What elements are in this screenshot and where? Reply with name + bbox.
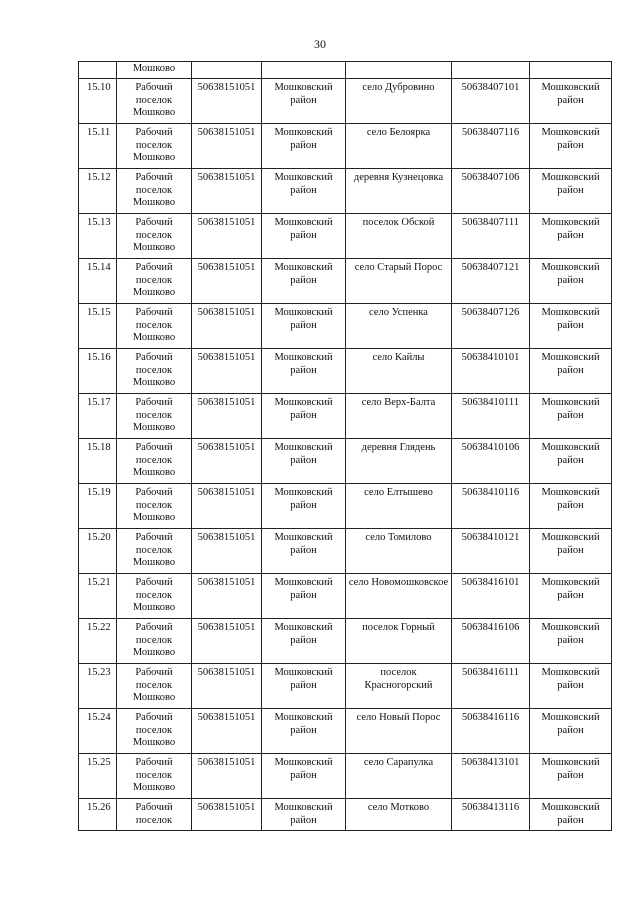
cell-district: Мошковский район — [262, 304, 346, 349]
cell-locality-code: 50638416111 — [452, 664, 530, 709]
cell-district: Мошковский район — [262, 439, 346, 484]
cell-district: Мошковский район — [262, 799, 346, 831]
cell-locality-code: 50638407101 — [452, 79, 530, 124]
table-row — [79, 79, 612, 124]
cell-oktmo: 50638151051 — [192, 709, 262, 754]
table-row — [79, 259, 612, 304]
cell-locality: село Мотково — [346, 799, 452, 831]
cell-settlement: Рабочий поселок Мошково — [117, 124, 192, 169]
cell-number: 15.20 — [79, 529, 117, 574]
cell-locality-district: Мошковский район — [530, 214, 612, 259]
cell-oktmo: 50638151051 — [192, 799, 262, 831]
cell-settlement: Рабочий поселок Мошково — [117, 709, 192, 754]
cell-settlement: Рабочий поселок Мошково — [117, 394, 192, 439]
cell-settlement: Рабочий поселок Мошково — [117, 304, 192, 349]
cell-locality-code: 50638410106 — [452, 439, 530, 484]
table-row-continuation — [79, 62, 612, 79]
cell-number: 15.17 — [79, 394, 117, 439]
cell-oktmo: 50638151051 — [192, 394, 262, 439]
cell-district: Мошковский район — [262, 124, 346, 169]
cell-locality-district: Мошковский район — [530, 529, 612, 574]
cell-district: Мошковский район — [262, 79, 346, 124]
cell-district: Мошковский район — [262, 484, 346, 529]
table-row — [79, 349, 612, 394]
table-row — [79, 439, 612, 484]
cell-oktmo: 50638151051 — [192, 259, 262, 304]
cell-locality: село Дубровино — [346, 79, 452, 124]
cell-oktmo — [192, 62, 262, 79]
table-row — [79, 574, 612, 619]
cell-settlement: Рабочий поселок Мошково — [117, 754, 192, 799]
cell-district: Мошковский район — [262, 754, 346, 799]
cell-district: Мошковский район — [262, 214, 346, 259]
cell-locality-code: 50638416101 — [452, 574, 530, 619]
cell-district: Мошковский район — [262, 349, 346, 394]
cell-locality: село Сарапулка — [346, 754, 452, 799]
cell-locality-code: 50638407111 — [452, 214, 530, 259]
cell-locality-district: Мошковский район — [530, 304, 612, 349]
cell-locality-district: Мошковский район — [530, 709, 612, 754]
cell-locality: село Успенка — [346, 304, 452, 349]
cell-number: 15.23 — [79, 664, 117, 709]
cell-oktmo: 50638151051 — [192, 124, 262, 169]
cell-settlement: Рабочий поселок Мошково — [117, 529, 192, 574]
cell-locality-district — [530, 62, 612, 79]
cell-number: 15.18 — [79, 439, 117, 484]
table-row — [79, 394, 612, 439]
cell-locality-district: Мошковский район — [530, 754, 612, 799]
table-row — [79, 529, 612, 574]
cell-settlement: Мошково — [117, 62, 192, 79]
cell-locality-district: Мошковский район — [530, 394, 612, 439]
cell-locality-code: 50638410111 — [452, 394, 530, 439]
cell-oktmo: 50638151051 — [192, 754, 262, 799]
cell-number: 15.14 — [79, 259, 117, 304]
cell-oktmo: 50638151051 — [192, 79, 262, 124]
cell-settlement: Рабочий поселок Мошково — [117, 214, 192, 259]
cell-number: 15.21 — [79, 574, 117, 619]
table-row — [79, 799, 612, 831]
cell-locality-district: Мошковский район — [530, 349, 612, 394]
cell-number: 15.13 — [79, 214, 117, 259]
table-row — [79, 619, 612, 664]
cell-settlement: Рабочий поселок Мошково — [117, 349, 192, 394]
cell-settlement: Рабочий поселок Мошково — [117, 619, 192, 664]
cell-locality: село Новый Порос — [346, 709, 452, 754]
cell-settlement: Рабочий поселок Мошково — [117, 664, 192, 709]
table-row — [79, 484, 612, 529]
cell-settlement: Рабочий поселок Мошково — [117, 484, 192, 529]
cell-oktmo: 50638151051 — [192, 349, 262, 394]
cell-oktmo: 50638151051 — [192, 664, 262, 709]
cell-locality-code: 50638407116 — [452, 124, 530, 169]
cell-locality-district: Мошковский район — [530, 484, 612, 529]
cell-locality-code: 50638416106 — [452, 619, 530, 664]
cell-district: Мошковский район — [262, 529, 346, 574]
cell-locality: деревня Глядень — [346, 439, 452, 484]
cell-locality-district: Мошковский район — [530, 619, 612, 664]
cell-locality: поселок Обской — [346, 214, 452, 259]
cell-oktmo: 50638151051 — [192, 529, 262, 574]
table-row — [79, 169, 612, 214]
cell-locality: поселок Горный — [346, 619, 452, 664]
cell-district: Мошковский район — [262, 709, 346, 754]
cell-locality: село Кайлы — [346, 349, 452, 394]
table-row — [79, 709, 612, 754]
cell-locality — [346, 62, 452, 79]
cell-locality-code: 50638407126 — [452, 304, 530, 349]
cell-district: Мошковский район — [262, 259, 346, 304]
cell-locality-code: 50638410116 — [452, 484, 530, 529]
cell-oktmo: 50638151051 — [192, 439, 262, 484]
cell-locality: деревня Кузнецовка — [346, 169, 452, 214]
cell-locality-code: 50638410101 — [452, 349, 530, 394]
cell-district: Мошковский район — [262, 169, 346, 214]
cell-number: 15.22 — [79, 619, 117, 664]
cell-settlement: Рабочий поселок Мошково — [117, 259, 192, 304]
cell-locality-district: Мошковский район — [530, 259, 612, 304]
cell-number: 15.15 — [79, 304, 117, 349]
table-body — [79, 62, 612, 831]
cell-district: Мошковский район — [262, 664, 346, 709]
cell-district: Мошковский район — [262, 619, 346, 664]
cell-locality: село Старый Порос — [346, 259, 452, 304]
cell-locality-code: 50638407106 — [452, 169, 530, 214]
cell-locality-code: 50638413116 — [452, 799, 530, 831]
cell-number: 15.25 — [79, 754, 117, 799]
table-row — [79, 214, 612, 259]
cell-locality-code: 50638410121 — [452, 529, 530, 574]
cell-locality-code — [452, 62, 530, 79]
cell-locality-district: Мошковский район — [530, 169, 612, 214]
cell-number: 15.16 — [79, 349, 117, 394]
cell-locality-district: Мошковский район — [530, 124, 612, 169]
cell-oktmo: 50638151051 — [192, 619, 262, 664]
page-number: 30 — [314, 37, 326, 51]
cell-locality: село Белоярка — [346, 124, 452, 169]
cell-oktmo: 50638151051 — [192, 484, 262, 529]
cell-locality-code: 50638407121 — [452, 259, 530, 304]
cell-number: 15.19 — [79, 484, 117, 529]
cell-locality-district: Мошковский район — [530, 79, 612, 124]
cell-locality-district: Мошковский район — [530, 574, 612, 619]
cell-locality-district: Мошковский район — [530, 664, 612, 709]
cell-oktmo: 50638151051 — [192, 169, 262, 214]
cell-locality: село Верх-Балта — [346, 394, 452, 439]
cell-oktmo: 50638151051 — [192, 214, 262, 259]
cell-locality: село Елтышево — [346, 484, 452, 529]
table-row — [79, 304, 612, 349]
cell-number: 15.24 — [79, 709, 117, 754]
cell-locality-district: Мошковский район — [530, 799, 612, 831]
cell-settlement: Рабочий поселок — [117, 799, 192, 831]
cell-district: Мошковский район — [262, 394, 346, 439]
cell-locality: поселок Красногорский — [346, 664, 452, 709]
cell-settlement: Рабочий поселок Мошково — [117, 169, 192, 214]
cell-settlement: Рабочий поселок Мошково — [117, 439, 192, 484]
cell-number: 15.26 — [79, 799, 117, 831]
cell-locality-code: 50638413101 — [452, 754, 530, 799]
cell-locality-code: 50638416116 — [452, 709, 530, 754]
cell-number: 15.12 — [79, 169, 117, 214]
cell-number — [79, 62, 117, 79]
cell-locality: село Томилово — [346, 529, 452, 574]
table-row — [79, 664, 612, 709]
cell-oktmo: 50638151051 — [192, 304, 262, 349]
table-row — [79, 124, 612, 169]
cell-locality: село Новомошковское — [346, 574, 452, 619]
cell-district: Мошковский район — [262, 574, 346, 619]
table-row — [79, 754, 612, 799]
cell-settlement: Рабочий поселок Мошково — [117, 79, 192, 124]
cell-settlement: Рабочий поселок Мошково — [117, 574, 192, 619]
cell-oktmo: 50638151051 — [192, 574, 262, 619]
cell-number: 15.10 — [79, 79, 117, 124]
registry-table — [78, 61, 612, 831]
cell-locality-district: Мошковский район — [530, 439, 612, 484]
cell-district — [262, 62, 346, 79]
cell-number: 15.11 — [79, 124, 117, 169]
